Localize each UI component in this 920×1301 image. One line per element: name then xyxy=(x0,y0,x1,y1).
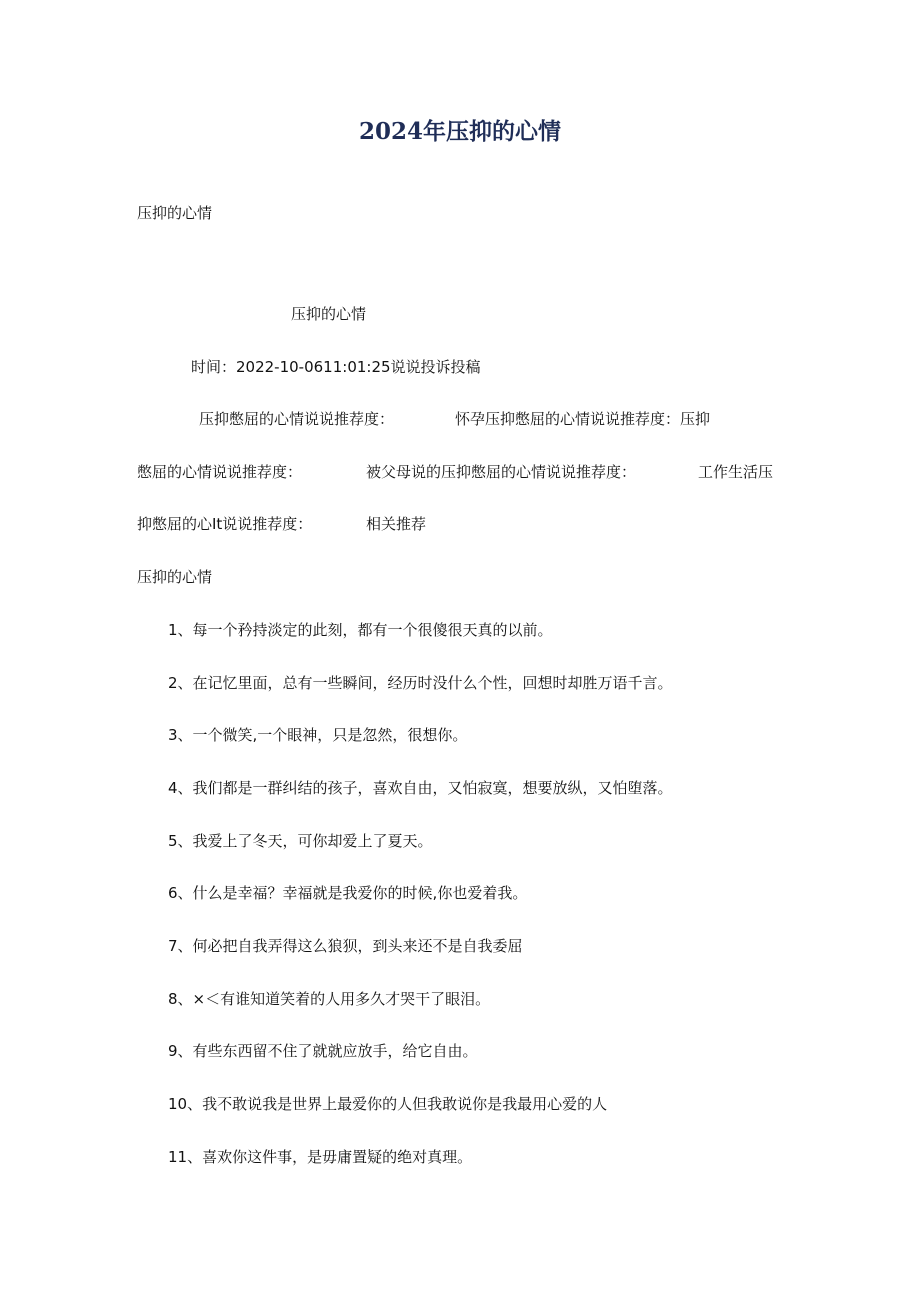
list-item: 5、我爱上了冬天，可你却爱上了夏天。 xyxy=(168,832,433,850)
list-item: 4、我们都是一群纠结的孩子，喜欢自由，又怕寂寞，想要放纵，又怕堕落。 xyxy=(168,779,673,797)
recommend-text: 怀孕压抑憋屈的心情说说推荐度：压抑 xyxy=(455,410,711,428)
list-item: 7、何必把自我弄得这么狼狈，到头来还不是自我委屈 xyxy=(168,937,523,955)
recommend-text: 憋屈的心情说说推荐度： xyxy=(137,463,303,481)
subheading-text: 压抑的心情 xyxy=(291,305,367,323)
list-item: 11、喜欢你这件事，是毋庸置疑的绝对真理。 xyxy=(168,1148,473,1166)
list-item: 9、有些东西留不住了就就应放手，给它自由。 xyxy=(168,1042,478,1060)
related-recommend-link[interactable]: 相关推荐 xyxy=(366,515,427,533)
section-heading: 压抑的心情 xyxy=(137,568,213,586)
heading-text: 压抑的心情 xyxy=(137,204,213,222)
recommend-text: 被父母说的压抑憋屈的心情说说推荐度： xyxy=(366,463,637,481)
recommend-text: 压抑憋屈的心情说说推荐度： xyxy=(199,410,395,428)
list-item: 8、×＜有谁知道笑着的人用多久才哭干了眼泪。 xyxy=(168,990,491,1008)
document-title: 2024年压抑的心情 xyxy=(358,118,561,145)
list-item: 6、什么是幸福？幸福就是我爱你的时候,你也爱着我。 xyxy=(168,884,528,902)
meta-line: 时间：2022-10-0611:01:25说说投诉投稿 xyxy=(191,358,481,376)
recommend-text: 抑憋屈的心It说说推荐度： xyxy=(137,515,313,533)
list-item: 2、在记忆里面，总有一些瞬间，经历时没什么个性，回想时却胜万语千言。 xyxy=(168,674,673,692)
recommend-text: 工作生活压 xyxy=(698,463,774,481)
list-item: 3、一个微笑,一个眼神，只是忽然，很想你。 xyxy=(168,726,468,744)
list-item: 10、我不敢说我是世界上最爱你的人但我敢说你是我最用心爱的人 xyxy=(168,1095,608,1113)
list-item: 1、每一个矜持淡定的此刻，都有一个很傻很天真的以前。 xyxy=(168,621,553,639)
